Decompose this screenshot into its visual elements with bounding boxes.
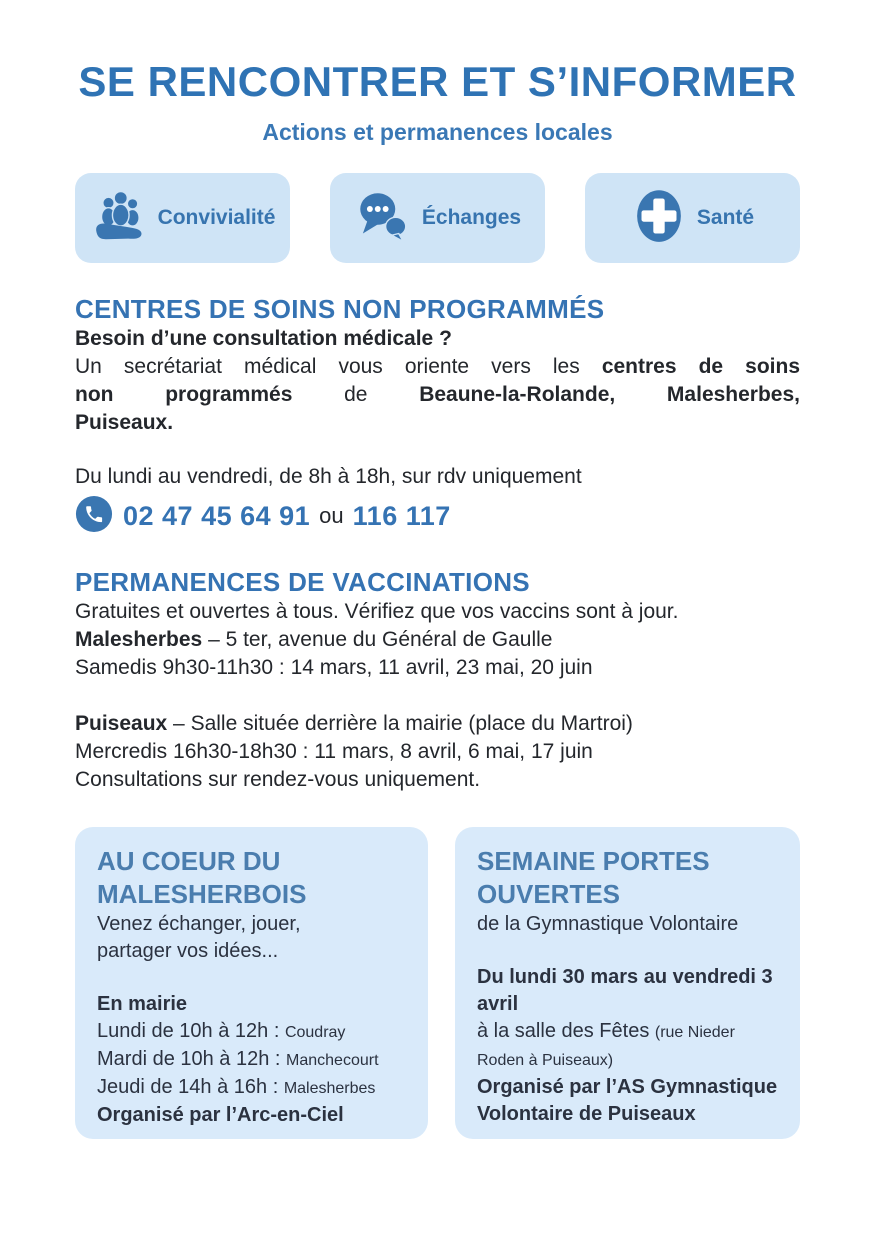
vaccinations-puiseaux-block — [75, 710, 800, 794]
text-run-bold: centres de soins — [601, 355, 801, 378]
vaccinations-puiseaux-times: Mercredis 16h30-18h30 : 11 mars, 8 avril, 6 mai, 17 juin — [75, 740, 593, 763]
vaccinations-intro: Gratuites et ouvertes à tous. Vérifiez que vos vaccins sont à jour. — [75, 600, 679, 623]
soins-paragraph-line-3: Puiseaux. — [75, 411, 174, 434]
box-malesherbois-subheading: En mairie — [97, 993, 188, 1015]
place-name: Malesherbes — [75, 628, 203, 651]
badge-convivialite — [75, 173, 290, 263]
box-semaine-portes-ouvertes — [455, 827, 800, 1139]
vaccinations-malesherbes-times: Samedis 9h30-11h30 : 14 mars, 11 avril, 23 mai, 20 juin — [75, 656, 593, 679]
phone-separator: ou — [319, 503, 344, 528]
section-heading-soins: CENTRES DE SOINS NON PROGRAMMÉS — [75, 294, 605, 324]
box-heading-malesherbois: AU COEUR DU MALESHERBOIS — [97, 846, 307, 909]
info-boxes-row — [75, 827, 800, 1139]
box-malesherbois-intro: Venez échanger, jouer, partager vos idées... — [97, 913, 301, 962]
phone-icon — [75, 495, 123, 538]
text-run: – 5 ter, avenue du Général de Gaulle — [202, 628, 553, 651]
box-portes-ouvertes-subtitle: de la Gymnastique Volontaire — [477, 913, 739, 935]
people-in-hand-icon — [90, 188, 148, 249]
chat-bubbles-icon — [354, 188, 412, 249]
badge-sante — [585, 173, 800, 263]
page-title: SE RENCONTRER ET S’INFORMER — [78, 58, 797, 105]
page-subtitle: Actions et permanences locales — [262, 119, 613, 145]
box-heading-portes-ouvertes: SEMAINE PORTES OUVERTES — [477, 846, 710, 909]
schedule-row-jeudi — [97, 1074, 406, 1102]
badge-label-convivialite: Convivialité — [157, 206, 276, 229]
phone-number-primary: 02 47 45 64 91 — [123, 500, 311, 531]
badge-row — [75, 173, 800, 263]
schedule-row-mardi — [97, 1046, 406, 1074]
location-main: à la salle des Fêtes — [477, 1020, 655, 1042]
section-vaccinations — [75, 566, 800, 794]
soins-hours: Du lundi au vendredi, de 8h à 18h, sur rdv uniquement — [75, 465, 582, 488]
badge-label-echanges: Échanges — [421, 206, 522, 229]
schedule-place: Malesherbes — [283, 1080, 376, 1097]
text-run-bold: non programmés — [75, 383, 293, 406]
header — [75, 58, 800, 146]
phone-row — [75, 496, 800, 536]
section-centres-de-soins — [75, 293, 800, 536]
text-run: de — [292, 383, 420, 406]
schedule-place: Coudray — [284, 1024, 346, 1041]
phone-number-secondary: 116 117 — [352, 500, 451, 531]
box-portes-ouvertes-organizer: Organisé par l’AS Gymnastique Volontaire de Puiseaux — [477, 1076, 778, 1125]
text-run: – Salle située derrière la mairie (place du Martroi) — [167, 712, 633, 735]
vaccinations-malesherbes-address — [75, 626, 800, 654]
soins-question: Besoin d’une consultation médicale ? — [75, 327, 452, 350]
soins-paragraph-line-1 — [75, 353, 800, 381]
badge-label-sante: Santé — [696, 206, 755, 229]
vaccinations-puiseaux-address — [75, 710, 800, 738]
soins-paragraph — [75, 353, 800, 437]
place-name: Puiseaux — [75, 712, 168, 735]
schedule-place: Manchecourt — [286, 1052, 379, 1069]
box-portes-ouvertes-dates: Du lundi 30 mars au vendredi 3 avril — [477, 966, 773, 1015]
soins-paragraph-line-2 — [75, 381, 800, 409]
location-detail: (rue Nieder Roden à Puiseaux) — [477, 1024, 735, 1069]
badge-echanges — [330, 173, 545, 263]
schedule-time: Mardi de 10h à 12h : — [97, 1048, 287, 1070]
text-run: Un secrétariat médical vous oriente vers les — [75, 355, 602, 378]
vaccinations-note: Consultations sur rendez-vous uniquement. — [75, 768, 481, 791]
box-au-coeur-du-malesherbois — [75, 827, 428, 1139]
box-portes-ouvertes-location — [477, 1018, 778, 1074]
schedule-row-lundi — [97, 1018, 406, 1046]
medical-cross-icon — [631, 186, 687, 251]
schedule-time: Jeudi de 14h à 16h : — [97, 1076, 284, 1098]
schedule-time: Lundi de 10h à 12h : — [97, 1020, 285, 1042]
text-run-bold: Beaune-la-Rolande, Malesherbes, — [419, 383, 800, 406]
section-heading-vaccinations: PERMANENCES DE VACCINATIONS — [75, 567, 530, 597]
box-malesherbois-organizer: Organisé par l’Arc-en-Ciel — [97, 1104, 344, 1126]
